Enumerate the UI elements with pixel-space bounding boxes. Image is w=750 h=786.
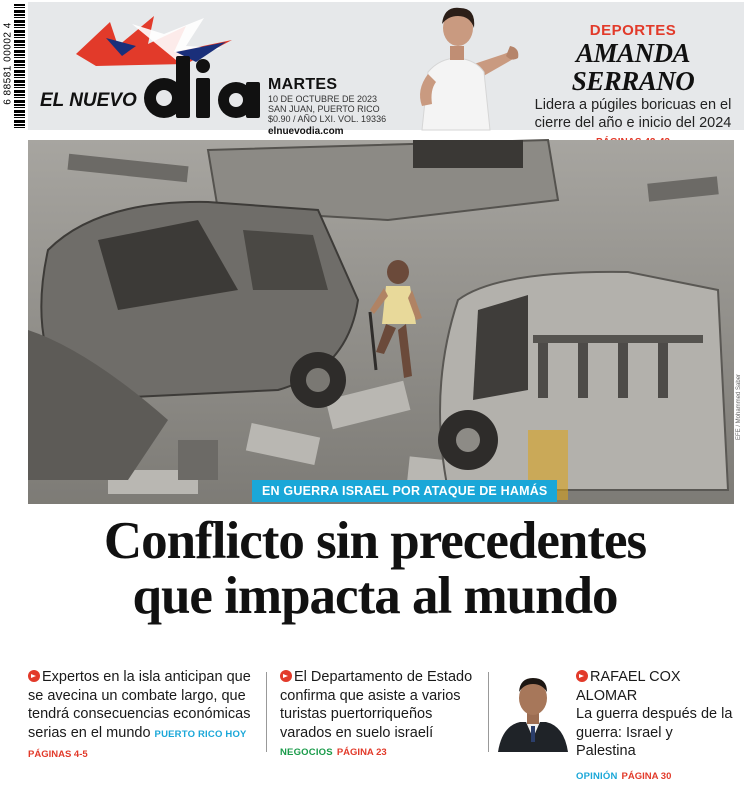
photo-credit: EFE / Mohammed Saber xyxy=(736,373,742,440)
story-1-pages: PÁGINAS 4-5 xyxy=(28,749,88,760)
athlete-photo[interactable] xyxy=(392,2,522,130)
story-3-pages: PÁGINA 30 xyxy=(621,770,672,782)
sports-teaser[interactable] xyxy=(522,22,744,152)
story-2-section: NEGOCIOS xyxy=(280,747,333,758)
sports-athlete-name: AMANDA SERRANO xyxy=(571,38,695,96)
columnist-portrait[interactable] xyxy=(494,668,572,752)
story-2[interactable] xyxy=(280,668,480,763)
barcode-digits: 6 88581 00002 4 xyxy=(2,22,14,105)
column-divider xyxy=(488,672,489,752)
barcode xyxy=(0,0,26,132)
issue-place: SAN JUAN, PUERTO RICO xyxy=(268,104,380,114)
issue-day: MARTES xyxy=(268,76,338,93)
story-3-text: La guerra después de la guerra: Israel y Palestina xyxy=(576,706,733,759)
arrow-bullet-icon xyxy=(280,670,292,682)
arrow-bullet-icon xyxy=(28,670,40,682)
newspaper-logo[interactable] xyxy=(36,16,276,124)
hero-photo[interactable] xyxy=(28,140,734,504)
sports-kicker: DEPORTES xyxy=(589,22,677,39)
masthead xyxy=(28,2,744,137)
story-1-text: Expertos en la isla anticipan que se avecina un combate largo, que tendrá consecuencias económicas serias en el mundo xyxy=(28,669,251,741)
headline-line-2: que impacta al mundo xyxy=(132,567,618,625)
columnist-name: RAFAEL COX ALOMAR xyxy=(576,669,681,704)
story-3[interactable] xyxy=(576,668,736,786)
column-divider xyxy=(266,672,267,752)
main-headline[interactable] xyxy=(0,514,750,624)
site-url[interactable]: elnuevodia.com xyxy=(268,126,344,137)
sports-desc-text: Lidera a púgiles boricuas en el cierre del año e inicio del 2024 xyxy=(534,97,732,131)
issue-info xyxy=(268,76,398,137)
issue-date: 10 DE OCTUBRE DE 2023 xyxy=(268,94,378,104)
headline-line-1: Conflicto sin precedentes xyxy=(103,512,647,570)
story-1[interactable] xyxy=(28,668,256,765)
story-3-section: OPINIÓN xyxy=(576,770,618,782)
story-2-text: El Departamento de Estado confirma que asiste a varios turistas puertorriqueños varados en suelo israelí xyxy=(280,669,473,741)
hero-tag[interactable]: EN GUERRA ISRAEL POR ATAQUE DE HAMÁS xyxy=(252,480,557,502)
story-1-section: PUERTO RICO HOY xyxy=(154,728,247,740)
story-2-pages: PÁGINA 23 xyxy=(336,747,387,758)
barcode-bars xyxy=(14,4,25,128)
arrow-bullet-icon xyxy=(576,670,588,682)
issue-price: $0.90 / AÑO LXI. VOL. 19336 xyxy=(268,114,387,124)
logo-el-nuevo: EL NUEVO xyxy=(40,90,137,111)
